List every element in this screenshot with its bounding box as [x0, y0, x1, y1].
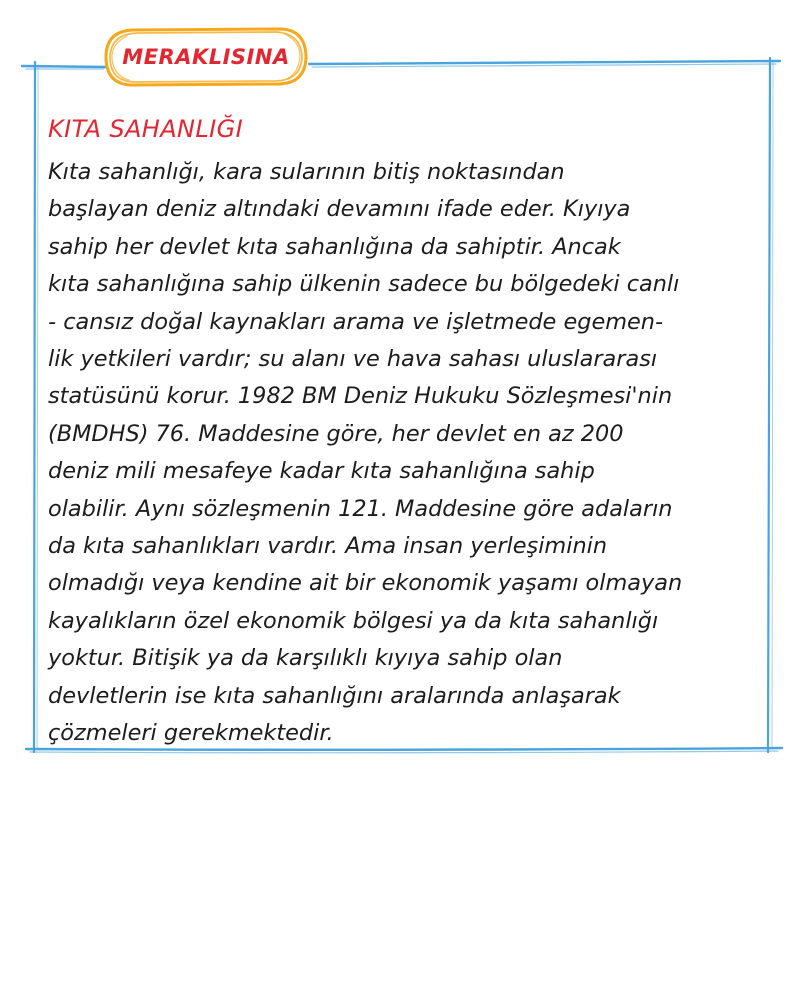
body-line: deniz mili mesafeye kadar kıta sahanlığına sahip [48, 458, 595, 485]
section-title: KITA SAHANLIĞI [48, 115, 244, 143]
body-line: Kıta sahanlığı, kara sularının bitiş noktasından [48, 159, 565, 185]
body-line: çözmeleri gerekmektedir. [48, 720, 334, 747]
body-line: başlayan deniz altındaki devamını ifade eder. Kıyıya [48, 196, 631, 223]
body-paragraph [48, 154, 770, 753]
body-line: statüsünü korur. 1982 BM Deniz Hukuku Sözleşmesi'nin [48, 383, 673, 410]
badge-label: MERAKLISINA [122, 44, 290, 69]
body-line: devletlerin ise kıta sahanlığını aralarında anlaşarak [48, 682, 621, 709]
body-line: kıta sahanlığına sahip ülkenin sadece bu bölgedeki canlı [48, 271, 680, 298]
body-line: yoktur. Bitişik ya da karşılıklı kıyıya sahip olan [48, 645, 563, 672]
meraklisina-badge [103, 26, 309, 88]
body-line: sahip her devlet kıta sahanlığına da sahiptir. Ancak [48, 233, 621, 260]
body-line: - cansız doğal kaynakları arama ve işletmede egemen- [48, 308, 664, 335]
body-line: da kıta sahanlıkları vardır. Ama insan yerleşiminin [48, 533, 608, 560]
body-line: (BMDHS) 76. Maddesine göre, her devlet en az 200 [48, 420, 624, 447]
body-line: kayalıkların özel ekonomik bölgesi ya da kıta sahanlığı [48, 607, 659, 634]
body-line: olabilir. Aynı sözleşmenin 121. Maddesine göre adaların [48, 495, 673, 522]
body-line: lik yetkileri vardır; su alanı ve hava sahası uluslararası [48, 346, 658, 373]
body-line: olmadığı veya kendine ait bir ekonomik yaşamı olmayan [48, 570, 683, 597]
